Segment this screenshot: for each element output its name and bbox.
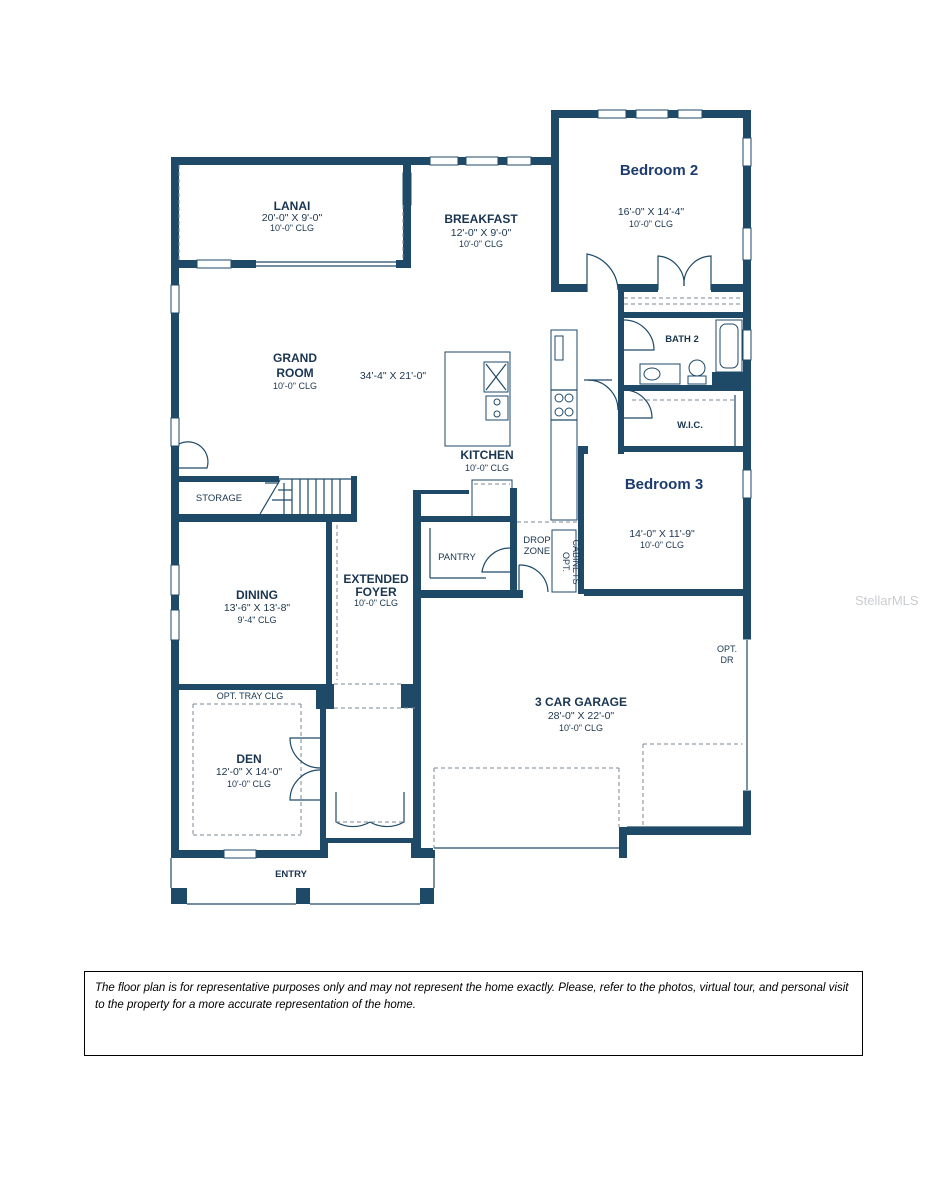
lanai-label: LANAI [273,199,311,213]
extended-foyer-label-2: FOYER [355,585,397,599]
breakfast-dims: 12'-0" X 9'-0" [450,227,512,239]
grand-room-ceiling: 10'-0" CLG [273,381,317,391]
wic-label: W.I.C. [677,420,703,431]
garage-doors [434,640,751,848]
disclaimer-box [84,971,863,1056]
kitchen-ceiling: 10'-0" CLG [465,463,509,473]
drop-zone-label-2: ZONE [523,546,551,557]
dining-dims: 13'-6" X 13'-8" [223,602,291,614]
grand-room-dims: 34'-4" X 21'-0" [359,370,427,382]
bath2-label: BATH 2 [665,334,699,345]
storage-stairs [179,442,357,522]
breakfast-label: BREAKFAST [444,212,518,226]
den-label: DEN [236,752,262,766]
garage-label: 3 CAR GARAGE [534,695,628,709]
bedroom2-ceiling: 10'-0" CLG [629,219,673,229]
lanai-ceiling: 10'-0" CLG [270,223,314,233]
extended-foyer-label-1: EXTENDED [343,572,409,586]
dining-ceiling: 9'-4" CLG [237,615,277,625]
garage-ceiling: 10'-0" CLG [559,723,603,733]
storage-label: STORAGE [195,493,243,504]
stellarmls-watermark: StellarMLS [855,593,919,608]
bedroom3-ceiling: 10'-0" CLG [640,540,684,550]
entry-label: ENTRY [275,869,307,880]
opt-cabinets-label-1: OPT. [561,551,571,573]
lanai-dims: 20'-0" X 9'-0" [261,212,323,224]
drop-zone-label-1: DROP [523,535,551,546]
bedroom2-label: Bedroom 2 [619,162,699,179]
kitchen-label: KITCHEN [460,448,514,462]
garage-opt-door-label-2: DR [720,655,734,665]
dining-label: DINING [236,588,278,602]
bedroom3-label: Bedroom 3 [624,476,704,493]
den-tray-ceiling: OPT. TRAY CLG [216,691,284,701]
opt-cabinets-label-2: CABINETS [571,539,581,585]
den-dims: 12'-0" X 14'-0" [215,766,283,778]
garage-opt-door-label-1: OPT. [716,644,738,654]
bedroom2-dims: 16'-0" X 14'-4" [617,206,685,218]
garage-dims: 28'-0" X 22'-0" [547,710,615,722]
den-ceiling: 10'-0" CLG [227,779,271,789]
pantry-label: PANTRY [438,552,476,563]
grand-room-label-1: GRAND [273,351,317,365]
breakfast-ceiling: 10'-0" CLG [459,239,503,249]
bedroom3-dims: 14'-0" X 11'-9" [629,528,695,540]
disclaimer-text: The floor plan is for representative purposes only and may not represent the home exactly. Please, refer to the photos, virtual tour, and personal visit to the property for a more accurate representation of the home. [95,982,849,1011]
grand-room-label-2: ROOM [276,366,314,380]
extended-foyer-ceiling: 10'-0" CLG [354,598,398,608]
